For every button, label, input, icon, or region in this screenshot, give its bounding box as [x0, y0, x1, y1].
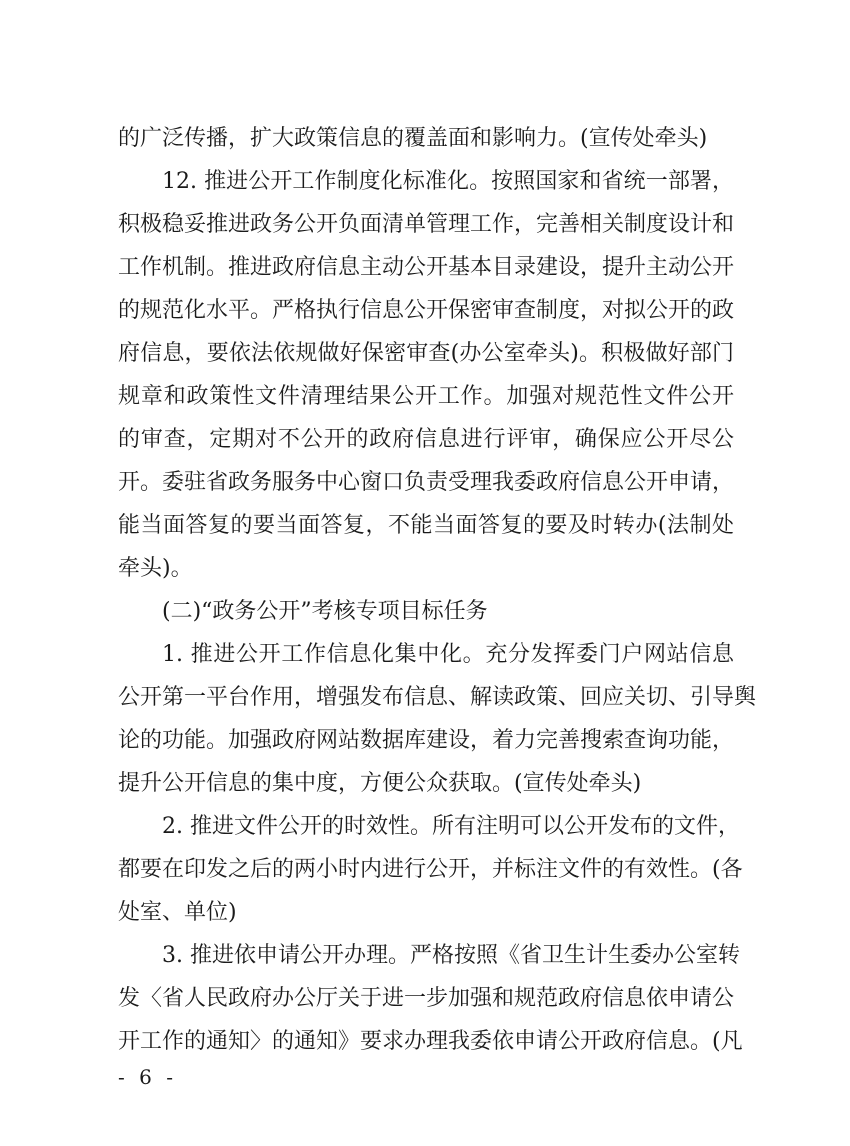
text-line: 发〈省人民政府办公厅关于进一步加强和规范政府信息依申请公	[118, 986, 735, 1011]
text-line: 开工作的通知〉的通知》要求办理我委依申请公开政府信息。(凡	[118, 1029, 743, 1054]
text-line: 1. 推进公开工作信息化集中化。充分发挥委门户网站信息	[162, 642, 734, 667]
text-line: 公开第一平台作用，增强发布信息、解读政策、回应关切、引导舆	[118, 685, 757, 710]
text-line: 积极稳妥推进政务公开负面清单管理工作，完善相关制度设计和	[118, 212, 735, 237]
text-line: 的广泛传播，扩大政策信息的覆盖面和影响力。(宣传处牵头)	[118, 126, 708, 151]
text-line: 3. 推进依申请公开办理。严格按照《省卫生计生委办公室转	[162, 943, 740, 968]
text-line: 的规范化水平。严格执行信息公开保密审查制度，对拟公开的政	[118, 298, 735, 323]
text-line: 都要在印发之后的两小时内进行公开，并标注文件的有效性。(各	[118, 857, 743, 882]
text-line: 论的功能。加强政府网站数据库建设，着力完善搜索查询功能，	[118, 728, 735, 753]
text-line: 提升公开信息的集中度，方便公众获取。(宣传处牵头)	[118, 771, 642, 796]
text-line: 牵头)。	[118, 556, 193, 581]
text-line: 能当面答复的要当面答复，不能当面答复的要及时转办(法制处	[118, 513, 734, 538]
text-line: 2. 推进文件公开的时效性。所有注明可以公开发布的文件，	[162, 814, 740, 839]
text-line: 开。委驻省政务服务中心窗口负责受理我委政府信息公开申请，	[118, 470, 735, 495]
text-line: 工作机制。推进政府信息主动公开基本目录建设，提升主动公开	[118, 255, 735, 280]
section-heading: (二)“政务公开”考核专项目标任务	[162, 599, 488, 624]
text-line: 的审查，定期对不公开的政府信息进行评审，确保应公开尽公	[118, 427, 734, 452]
text-line: 府信息，要依法依规做好保密审查(办公室牵头)。积极做好部门	[118, 341, 734, 366]
text-line: 处室、单位)	[118, 900, 237, 925]
text-line: 规章和政策性文件清理结果公开工作。加强对规范性文件公开	[118, 384, 734, 409]
page-number: - 6 -	[118, 1065, 177, 1089]
text-line: 12. 推进公开工作制度化标准化。按照国家和省统一部署，	[162, 169, 734, 194]
